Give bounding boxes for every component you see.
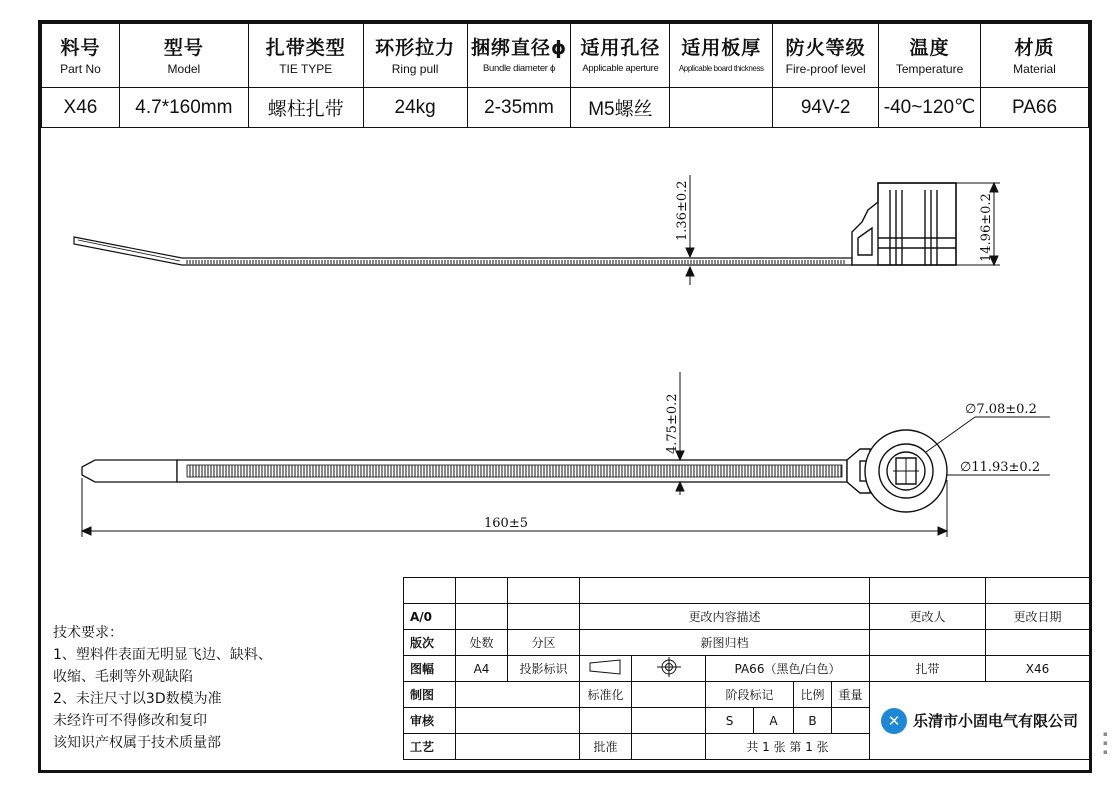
header-part-no: 料号 Part No xyxy=(42,24,120,88)
header-fire-proof: 防火等级 Fire-proof level xyxy=(773,24,879,88)
projection-symbol-circle xyxy=(632,656,706,682)
title-row-version: 版次 处数 分区 新图归档 xyxy=(404,630,1090,656)
title-row-blank xyxy=(404,578,1090,604)
value-part-no: X46 xyxy=(42,88,120,128)
new-archive-cell: 新图归档 xyxy=(580,630,870,656)
changer-header: 更改人 xyxy=(870,604,986,630)
edge-mark: ▪ ▪ ▪ xyxy=(1103,730,1108,756)
title-row-sheet: 图幅 A4 投影标识 PA66（黑色/白色） 扎带 X46 xyxy=(404,656,1090,682)
requirement-line: 2、未注尺寸以3D数模为准 xyxy=(53,691,222,707)
requirement-line: 该知识产权属于技术质量部 xyxy=(53,735,221,751)
header-temperature: 温度 Temperature xyxy=(879,24,981,88)
side-view xyxy=(74,175,1000,285)
title-row-review: 审核 S A B xyxy=(404,708,1090,734)
part-name-cell: 扎带 xyxy=(870,656,986,682)
company-cell xyxy=(870,682,1090,760)
sheet-count: 共 1 张 第 1 张 xyxy=(706,734,870,760)
part-number-cell: X46 xyxy=(986,656,1090,682)
header-board-thickness: 适用板厚 Applicable board thickness xyxy=(670,24,773,88)
projection-cone-icon xyxy=(586,658,626,676)
side-view-serration xyxy=(185,260,845,264)
inner-diameter-label: ∅7.08±0.2 xyxy=(965,402,1037,417)
header-material: 材质 Material xyxy=(981,24,1089,88)
header-bundle-diameter: 捆绑直径ϕ Bundle diameter ϕ xyxy=(467,24,571,88)
value-tie-type: 螺柱扎带 xyxy=(248,88,363,128)
value-model: 4.7*160mm xyxy=(119,88,248,128)
change-description-header: 更改内容描述 xyxy=(580,604,870,630)
header-tie-type: 扎带类型 TIE TYPE xyxy=(248,24,363,88)
change-date-header: 更改日期 xyxy=(986,604,1090,630)
requirement-line: 1、塑料件表面无明显飞边、缺料、 xyxy=(53,647,272,663)
requirements-title: 技术要求： xyxy=(53,625,123,641)
requirement-line: 未经许可不得修改和复印 xyxy=(53,713,207,729)
company-name: 乐清市小固电气有限公司 xyxy=(912,712,1078,730)
title-row-process: 工艺 批准 共 1 张 第 1 张 xyxy=(404,734,1090,760)
value-aperture: M5螺丝 xyxy=(571,88,670,128)
value-bundle-diameter: 2-35mm xyxy=(467,88,571,128)
technical-requirements xyxy=(53,622,272,754)
company-logo xyxy=(872,708,1087,734)
top-view-serration xyxy=(187,465,842,477)
title-block xyxy=(403,577,1090,760)
side-view-head xyxy=(852,183,956,265)
value-material: PA66 xyxy=(981,88,1089,128)
header-model: 型号 Model xyxy=(119,24,248,88)
length-label: 160±5 xyxy=(484,516,528,531)
top-view-head xyxy=(847,430,947,512)
top-view-strap-tip xyxy=(82,460,177,482)
header-aperture: 适用孔径 Applicable aperture xyxy=(571,24,670,88)
outer-diameter-label: ∅11.93±0.2 xyxy=(960,460,1041,475)
requirement-line: 收缩、毛刺等外观缺陷 xyxy=(53,669,193,685)
top-view xyxy=(82,372,1050,537)
title-row-drawn: 制图 标准化 阶段标记 比例 重量 ✕ 乐清市小固电气有限公司 xyxy=(404,682,1090,708)
head-height-label: 14.96±0.2 xyxy=(979,193,994,262)
header-ring-pull: 环形拉力 Ring pull xyxy=(363,24,467,88)
company-logo-icon: ✕ xyxy=(881,708,907,734)
material-cell: PA66（黑色/白色） xyxy=(706,656,870,682)
title-row-revision: A/0 更改内容描述 更改人 更改日期 xyxy=(404,604,1090,630)
value-ring-pull: 24kg xyxy=(363,88,467,128)
value-temperature: -40~120℃ xyxy=(879,88,981,128)
projection-circle-icon xyxy=(654,657,684,677)
value-fire-proof: 94V-2 xyxy=(773,88,879,128)
projection-symbol-cone xyxy=(580,656,632,682)
thickness-label: 1.36±0.2 xyxy=(675,180,690,241)
width-label: 4.75±0.2 xyxy=(665,393,680,454)
